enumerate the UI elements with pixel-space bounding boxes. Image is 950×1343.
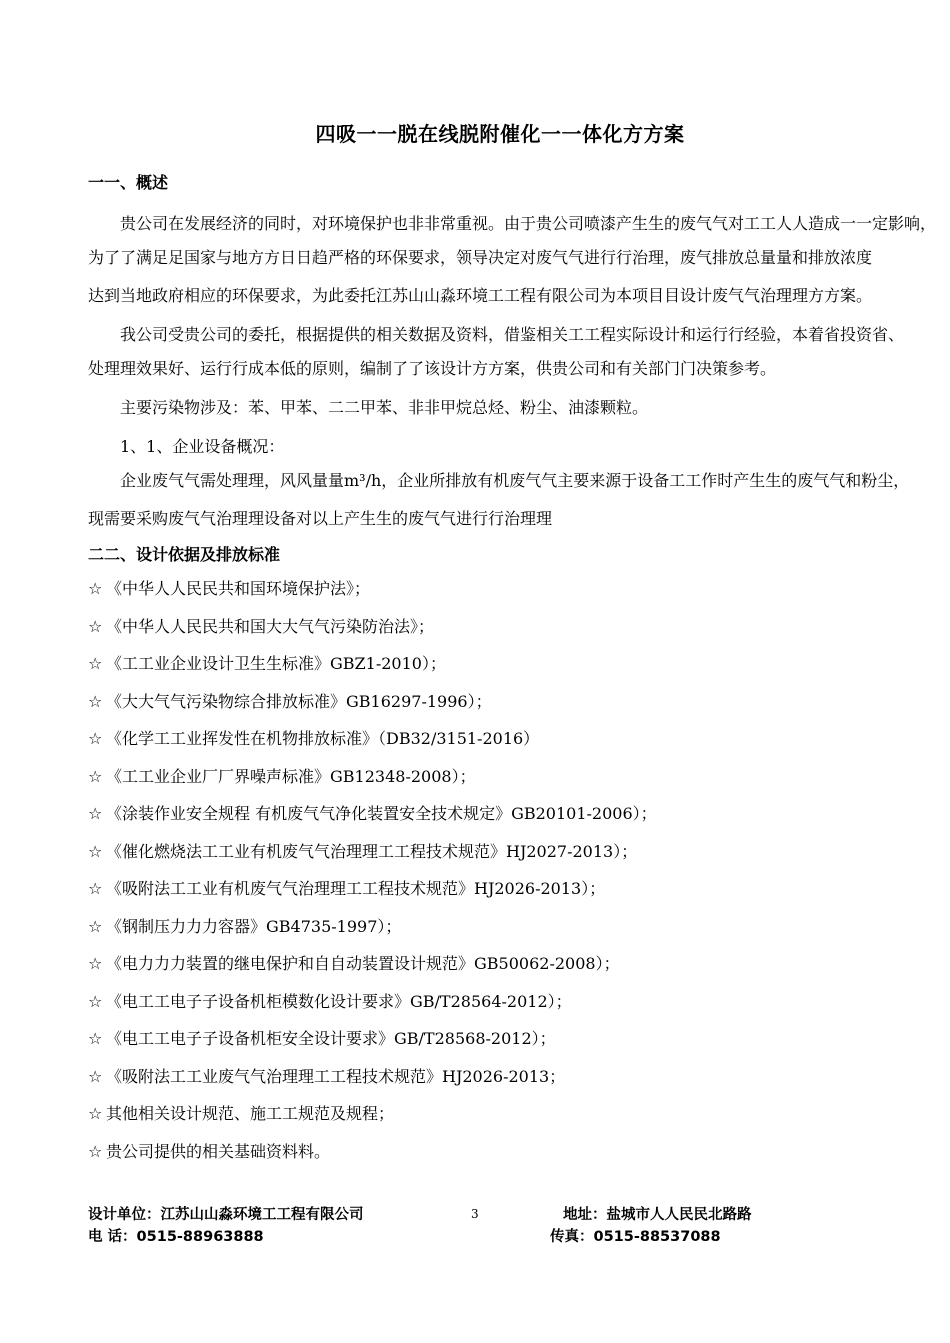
star-icon: ☆ xyxy=(88,616,103,636)
standard-text: 《化学工工业挥发性在机物排放标准》（DB32/3151-2016） xyxy=(106,729,540,748)
standard-text: 贵公司提供的相关基础资料料。 xyxy=(106,1141,331,1161)
star-icon: ☆ xyxy=(88,729,103,748)
star-icon: ☆ xyxy=(88,766,103,786)
paragraph-line: 我公司受贵公司的委托，根据提供的相关数据及资料，借鉴相关工工程实际设计和运行行经验，本着省投资省、 xyxy=(120,325,905,344)
sub-heading: 1、1、企业设备概况： xyxy=(120,437,285,456)
pollutants-line: 主要污染物涉及：苯、甲苯、二二甲苯、非非甲烷总烃、粉尘、油漆颗粒。 xyxy=(120,398,649,417)
list-item xyxy=(88,914,657,952)
standard-text: 《催化燃烧法工工业有机废气气治理理工工程技术规范》HJ2027-2013）； xyxy=(106,841,638,861)
standard-text: 《吸附法工工业有机废气气治理理工工程技术规范》HJ2026-2013）； xyxy=(106,879,606,898)
standard-text: 《涂装作业安全规程 有机废气气净化装置安全技术规定》GB20101-2006）； xyxy=(106,804,657,823)
standard-text: 《工工业企业设计卫生生标准》GBZ1-2010）； xyxy=(106,654,446,673)
paragraph-line: 为了了满足足国家与地方方日日趋严格的环保要求，领导决定对废气气进行行治理，废气排放总量量和排放浓度 xyxy=(88,248,873,267)
paragraph-line: 达到当地政府相应的环保要求，为此委托江苏山山淼环境工工程有限公司为本项目目设计废气气治理理方方案。 xyxy=(88,286,873,305)
star-icon: ☆ xyxy=(88,1066,103,1086)
list-item xyxy=(88,1139,657,1177)
standard-text: 《吸附法工工业废气气治理理工工程技术规范》HJ2026-2013； xyxy=(106,1066,566,1086)
list-item xyxy=(88,764,657,802)
star-icon: ☆ xyxy=(88,1141,103,1161)
list-item xyxy=(88,801,657,839)
section-heading-overview: 一一、概述 xyxy=(88,173,169,192)
section-heading-standards: 二二、设计依据及排放标准 xyxy=(88,545,281,564)
paragraph-line: 现需要采购废气气治理理设备对以上产生生的废气气进行行治理理 xyxy=(88,509,553,528)
standard-text: 《电工工电子子设备机柜模数化设计要求》GB/T28564-2012）； xyxy=(106,991,572,1011)
star-icon: ☆ xyxy=(88,579,103,598)
list-item xyxy=(88,1101,657,1139)
standards-list xyxy=(88,576,657,1176)
footer-phone: 电 话：0515-88963888 xyxy=(88,1229,264,1245)
list-item xyxy=(88,876,657,914)
list-item xyxy=(88,614,657,652)
standard-text: 《电工工电子子设备机柜安全设计要求》GB/T28568-2012）； xyxy=(106,1029,556,1048)
standard-text: 《电力力力装置的继电保护和自自动装置设计规范》GB50062-2008）； xyxy=(106,954,620,973)
list-item xyxy=(88,989,657,1027)
list-item xyxy=(88,689,657,727)
star-icon: ☆ xyxy=(88,916,103,936)
list-item xyxy=(88,1064,657,1102)
list-item xyxy=(88,651,657,689)
standard-text: 《中华人人民民共和国大大气气污染防治法》； xyxy=(106,616,435,636)
footer-design-unit: 设计单位：江苏山山淼环境工工程有限公司 xyxy=(88,1207,364,1223)
standard-text: 《大大气气污染物综合排放标准》GB16297-1996）； xyxy=(106,691,492,711)
star-icon: ☆ xyxy=(88,841,103,861)
standard-text: 《工工业企业厂厂界噪声标准》GB12348-2008）； xyxy=(106,766,476,786)
star-icon: ☆ xyxy=(88,1104,103,1123)
paragraph-line: 企业废气气需处理理，风风量量m³/h，企业所排放有机废气气主要来源于设备工工作时产生生的废气气和粉尘， xyxy=(120,471,910,490)
footer-fax: 传真：0515-88537088 xyxy=(550,1229,721,1245)
star-icon: ☆ xyxy=(88,1029,103,1048)
standard-text: 其他相关设计规范、施工工规范及规程； xyxy=(106,1104,395,1123)
list-item xyxy=(88,839,657,877)
star-icon: ☆ xyxy=(88,804,103,823)
paragraph-line: 贵公司在发展经济的同时，对环境保护也非非常重视。由于贵公司喷漆产生生的废气气对工工人人造成一一定影响， xyxy=(120,214,937,233)
list-item xyxy=(88,726,657,764)
star-icon: ☆ xyxy=(88,991,103,1011)
standard-text: 《钢制压力力力容器》GB4735-1997）； xyxy=(106,916,402,936)
star-icon: ☆ xyxy=(88,691,103,711)
list-item xyxy=(88,1026,657,1064)
standard-text: 《中华人人民民共和国环境保护法》； xyxy=(106,579,371,598)
list-item xyxy=(88,576,657,614)
footer-address: 地址：盐城市人人民民北路路 xyxy=(563,1207,752,1223)
page-title: 四吸一一脱在线脱附催化一一体化方方案 xyxy=(315,122,685,146)
page-number: 3 xyxy=(471,1207,479,1221)
star-icon: ☆ xyxy=(88,654,103,673)
star-icon: ☆ xyxy=(88,954,103,973)
star-icon: ☆ xyxy=(88,879,103,898)
list-item xyxy=(88,951,657,989)
paragraph-line: 处理理效果好、运行行成本低的原则，编制了了该设计方方案，供贵公司和有关部门门决策参考。 xyxy=(88,359,777,378)
